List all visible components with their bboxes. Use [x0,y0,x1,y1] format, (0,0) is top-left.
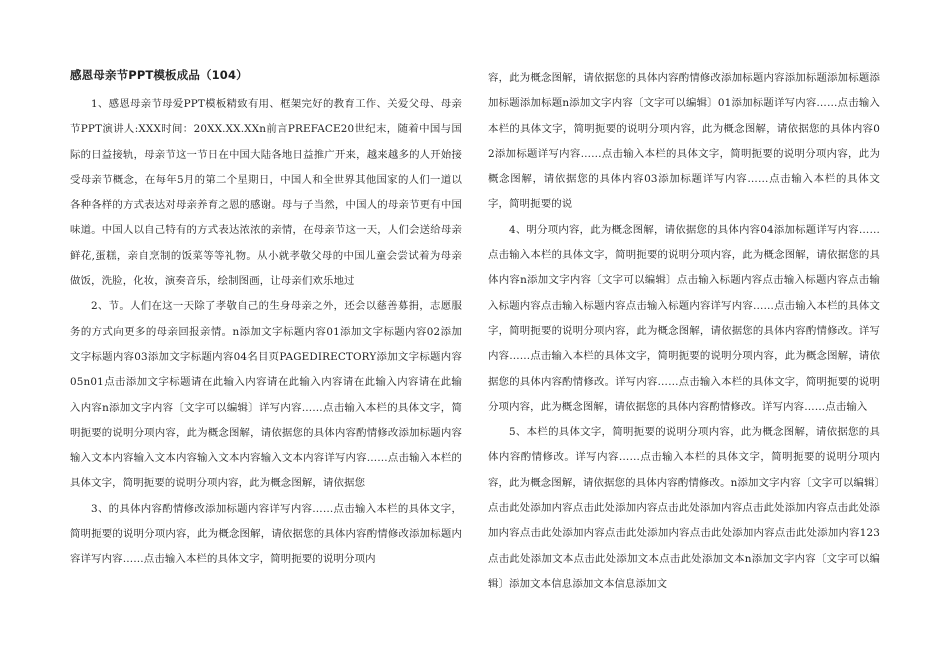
paragraph-5: 5、本栏的具体文字，简明扼要的说明分项内容，此为概念图解，请依据您的具体内容酌情修改。详写内容……点击输入本栏的具体文字，简明扼要的说明分项内容，此为概念图解，请依据您的具体内容酌情修改。n添加文字内容〔文字可以编辑〕点击此处添加内容点击此处添加内容点击此处添加内容点击此处添加内容点击此处添加内容点击此处添加内容点击此处添加内容点击此处添加内容点击此处添加内容123点击此处添加文本点击此处添加文本点击此处添加文本n添加文字内容〔文字可以编辑〕添加文本信息添加文本信息添加文 [488,426,880,590]
document-title: 感恩母亲节PPT模板成品（104） [70,68,248,82]
paragraph-3: 3、的具体内容酌情修改添加标题内容详写内容……点击输入本栏的具体文字，简明扼要的说明分项内容，此为概念图解，请依据您的具体内容酌情修改添加标题内容详写内容……点击输入本栏的具体文字，简明扼要的说明分项内 [70,502,462,566]
paragraph-4: 4、明分项内容，此为概念图解，请依据您的具体内容04添加标题详写内容……点击输入本栏的具体文字，简明扼要的说明分项内容，此为概念图解，请依据您的具体内容n添加文字内容〔文字可以编辑〕点击输入标题内容点击输入标题内容点击输入标题内容点击输入标题内容点击输入标题内容详写内容……点击输入本栏的具体文字，简明扼要的说明分项内容，此为概念图解，请依据您的具体内容酌情修改。详写内容……点击输入本栏的具体文字，简明扼要的说明分项内容，此为概念图解，请依据您的具体内容酌情修改。详写内容……点击输入本栏的具体文字，简明扼要的说明分项内容，此为概念图解，请依据您的具体内容酌情修改。详写内容……点击输入 [488,223,880,413]
paragraph-1: 1、感恩母亲节母爱PPT模板精致有用、框架完好的教育工作、关爱父母、母亲节PPT演讲人:XXX时间：20XX.XX.XXn前言PREFACE20世纪末，随着中国与国际的日益接轨，母亲节这一节日在中国大陆各地日益推广开来，越来越多的人开始接受母亲节概念，在每年5月的第二个星期日，中国人和全世界其他国家的人们一道以各种各样的方式表达对母亲养育之恩的感谢。母与子当然，中国人的母亲节更有中国味道。中国人以自己特有的方式表达浓浓的亲情，在母亲节这一天，人们会送给母亲鲜花,蛋糕，亲自烹制的饭菜等等礼物。从小就孝敬父母的中国儿童会尝试着为母亲做饭，洗脸，化妆，演奏音乐，绘制图画，让母亲们欢乐地过 [70,98,462,288]
left-column [70,64,462,573]
paragraph-2: 2、节。人们在这一天除了孝敬自己的生身母亲之外，还会以慈善募捐，志愿服务的方式向更多的母亲回报亲情。n添加文字标题内容01添加文字标题内容02添加文字标题内容03添加文字标题内容04名目页PAGEDIRECTORY添加文字标题内容05n01点击添加文字标题请在此输入内容请在此输入内容请在此输入内容请在此输入内容n添加文字内容〔文字可以编辑〕详写内容……点击输入本栏的具体文字，简明扼要的说明分项内容，此为概念图解，请依据您的具体内容酌情修改添加标题内容输入文本内容输入文本内容输入文本内容输入文本内容详写内容……点击输入本栏的具体文字，简明扼要的说明分项内容，此为概念图解，请依据您 [70,300,462,490]
right-column [488,66,880,597]
paragraph-3-continuation: 容，此为概念图解，请依据您的具体内容酌情修改添加标题内容添加标题添加标题添加标题添加标题n添加文字内容〔文字可以编辑〕01添加标题详写内容……点击输入本栏的具体文字，简明扼要的说明分项内容，此为概念图解，请依据您的具体内容02添加标题详写内容……点击输入本栏的具体文字，简明扼要的说明分项内容，此为概念图解，请依据您的具体内容03添加标题详写内容……点击输入本栏的具体文字，简明扼要的说 [488,72,880,211]
